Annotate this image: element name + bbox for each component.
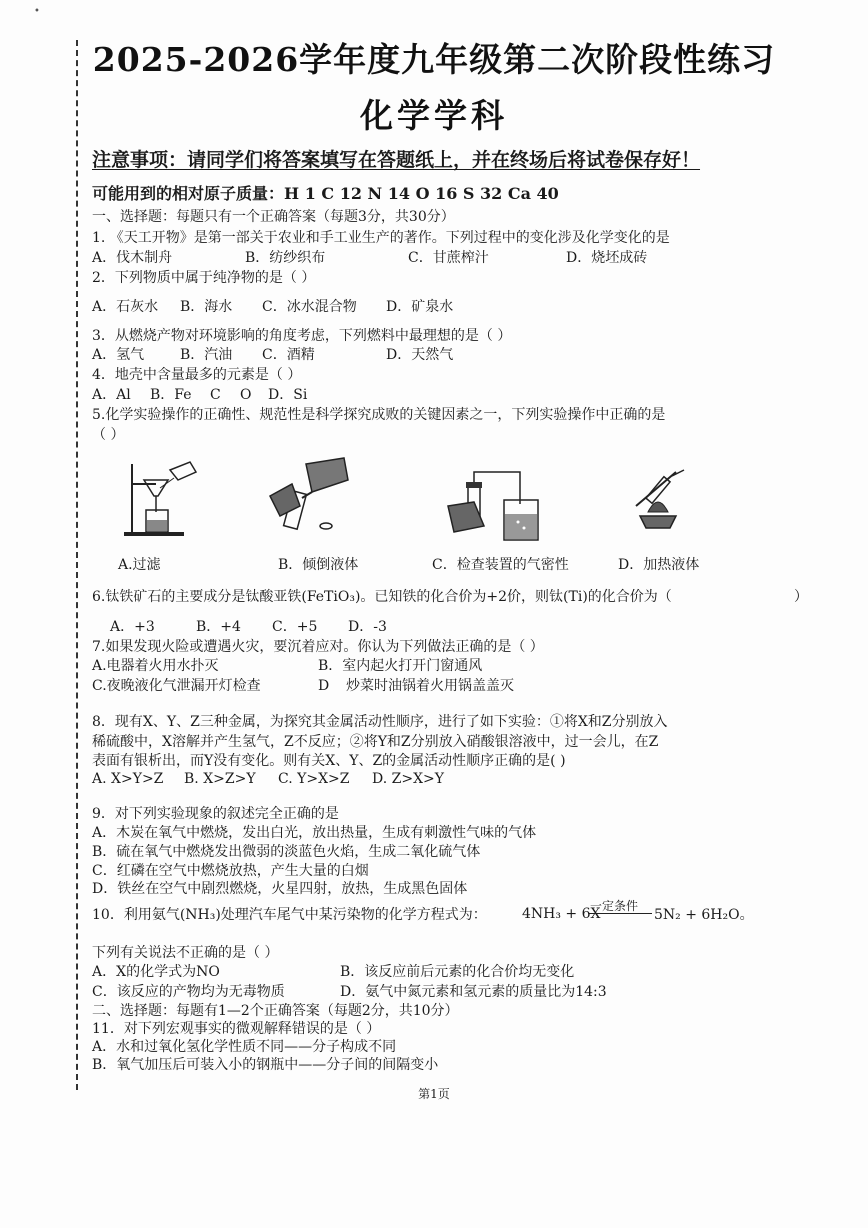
q10-reaction-condition: 一定条件 [590, 899, 639, 913]
q10-reaction-arrow [588, 913, 652, 914]
q9-option-b: B．硫在氧气中燃烧发出微弱的淡蓝色火焰，生成二氧化硫气体 [92, 844, 481, 860]
q7-option-a: A.电器着火用水扑灭 [92, 658, 219, 674]
q10-option-c: C．该反应的产物均为无毒物质 [92, 984, 285, 1000]
q10-sub-stem: 下列有关说法不正确的是（ ） [92, 945, 279, 961]
q8-option-b: B. X>Z>Y [184, 771, 256, 787]
q8-line2: 稀硫酸中，X溶解并产生氢气，Z不反应；②将Y和Z分别放入硝酸银溶液中，过一会儿，在Z [92, 734, 659, 750]
q3-option-b: B．汽油 [180, 347, 233, 363]
q11-option-b: B．氧气加压后可装入小的钢瓶中——分子间的间隔变小 [92, 1057, 439, 1073]
q8-line1: 8．现有X、Y、Z三种金属，为探究其金属活动性顺序，进行了如下实验：①将X和Z分别放入 [92, 714, 668, 730]
q2-option-c: C．冰水混合物 [262, 299, 357, 315]
q9-option-c: C．红磷在空气中燃烧放热，产生大量的白烟 [92, 863, 369, 879]
q2-option-d: D．矿泉水 [386, 299, 454, 315]
subject-title: 化学学科 [360, 96, 508, 135]
q6-option-a: A．+3 [110, 619, 155, 635]
q6-stem: 6.钛铁矿石的主要成分是钛酸亚铁(FeTiO₃)。已知铁的化合价为+2价，则钛(Ti)的化合价为（ [92, 589, 672, 605]
q5-paren: （ ） [92, 427, 125, 443]
q7-option-d-text: 炒菜时油锅着火用锅盖盖灭 [346, 678, 514, 694]
q10-stem: 10．利用氨气(NH₃)处理汽车尾气中某污染物的化学方程式为： [92, 907, 487, 923]
q10-equation-left: 4NH₃ + 6X [522, 906, 601, 922]
q3-option-c: C．酒精 [262, 347, 315, 363]
heat-liquid-figure [624, 462, 694, 534]
q1-stem: 1. 《天工开物》是第一部关于农业和手工业生产的著作。下列过程中的变化涉及化学变化的是 [92, 230, 670, 246]
q6-option-d: D．-3 [348, 619, 387, 635]
q1-option-c: C．甘蔗榨汁 [408, 250, 489, 266]
q4-option-c-value: O [240, 387, 252, 403]
q2-option-a: A．石灰水 [92, 299, 159, 315]
q5-option-a: A.过滤 [118, 557, 161, 573]
atomic-masses: 可能用到的相对原子质量：H 1 C 12 N 14 O 16 S 32 Ca 40 [92, 184, 559, 203]
q10-option-b: B．该反应前后元素的化合价均无变化 [340, 964, 575, 980]
q2-option-b: B．海水 [180, 299, 233, 315]
section2-heading: 二、选择题：每题有1—2个正确答案（每题2分，共10分） [92, 1003, 459, 1019]
q4-option-d: D．Si [268, 387, 308, 403]
q10-option-d: D．氨气中氮元素和氢元素的质量比为14:3 [340, 984, 607, 1000]
q8-option-d: D. Z>X>Y [372, 771, 445, 787]
q10-equation-right: 5N₂ + 6H₂O。 [654, 907, 754, 923]
q6-option-b: B．+4 [196, 619, 241, 635]
q7-option-d: D [318, 678, 330, 694]
q3-stem: 3．从燃烧产物对环境影响的角度考虑，下列燃料中最理想的是（ ） [92, 328, 512, 344]
q7-stem: 7.如果发现火险或遭遇火灾，要沉着应对。你认为下列做法正确的是（ ） [92, 639, 544, 655]
q4-stem: 4．地壳中含量最多的元素是（ ） [92, 367, 302, 383]
q2-stem: 2．下列物质中属于纯净物的是（ ） [92, 270, 316, 286]
q11-stem: 11．对下列宏观事实的微观解释错误的是（ ） [92, 1021, 381, 1037]
notice: 注意事项：请同学们将答案填写在答题纸上，并在终场后将试卷保存好！ [92, 149, 701, 171]
q11-option-a: A．水和过氧化氢化学性质不同——分子构成不同 [92, 1039, 397, 1055]
binding-dashed-line [76, 40, 78, 1090]
q9-option-a: A．木炭在氧气中燃烧，发出白光，放出热量，生成有刺激性气味的气体 [92, 825, 537, 841]
q8-line3: 表面有银析出，而Y没有变化。则有关X、Y、Z的金属活动性顺序正确的是( ) [92, 753, 566, 769]
q8-option-c: C. Y>X>Z [278, 771, 350, 787]
q1-option-d: D．烧坯成砖 [566, 250, 648, 266]
q7-option-b: B．室内起火打开门窗通风 [318, 658, 483, 674]
exam-title: 2025-2026学年度九年级第二次阶段性练习 [92, 40, 776, 79]
q6-option-c: C．+5 [272, 619, 318, 635]
q9-stem: 9．对下列实验现象的叙述完全正确的是 [92, 806, 339, 822]
q5-stem: 5.化学实验操作的正确性、规范性是科学探究成败的关键因素之一，下列实验操作中正确的是 [92, 407, 666, 423]
q5-option-b: B．倾倒液体 [278, 557, 359, 573]
q3-option-d: D．天然气 [386, 347, 454, 363]
pour-liquid-figure [262, 454, 354, 540]
corner-mark: • [34, 6, 40, 17]
q1-option-a: A．伐木制舟 [92, 250, 173, 266]
q5-option-d: D．加热液体 [618, 557, 700, 573]
q3-option-a: A．氢气 [92, 347, 145, 363]
page-number: 第1页 [418, 1087, 450, 1101]
q4-option-a: A．Al [92, 387, 131, 403]
q1-option-b: B．纺纱织布 [245, 250, 326, 266]
section1-heading: 一、选择题：每题只有一个正确答案（每题3分，共30分） [92, 209, 455, 225]
q6-close-paren: ） [794, 589, 808, 605]
q9-option-d: D．铁丝在空气中剧烈燃烧，火星四射，放热，生成黑色固体 [92, 881, 468, 897]
q4-option-c: C [210, 387, 221, 403]
q10-option-a: A．X的化学式为NO [92, 964, 220, 980]
q4-option-b: B．Fe [150, 387, 192, 403]
q8-option-a: A. X>Y>Z [92, 771, 164, 787]
q7-option-c: C.夜晚液化气泄漏开灯检查 [92, 678, 261, 694]
airtight-check-figure [444, 466, 544, 546]
filter-apparatus-figure [118, 458, 208, 540]
q5-option-c: C．检查装置的气密性 [432, 557, 569, 573]
